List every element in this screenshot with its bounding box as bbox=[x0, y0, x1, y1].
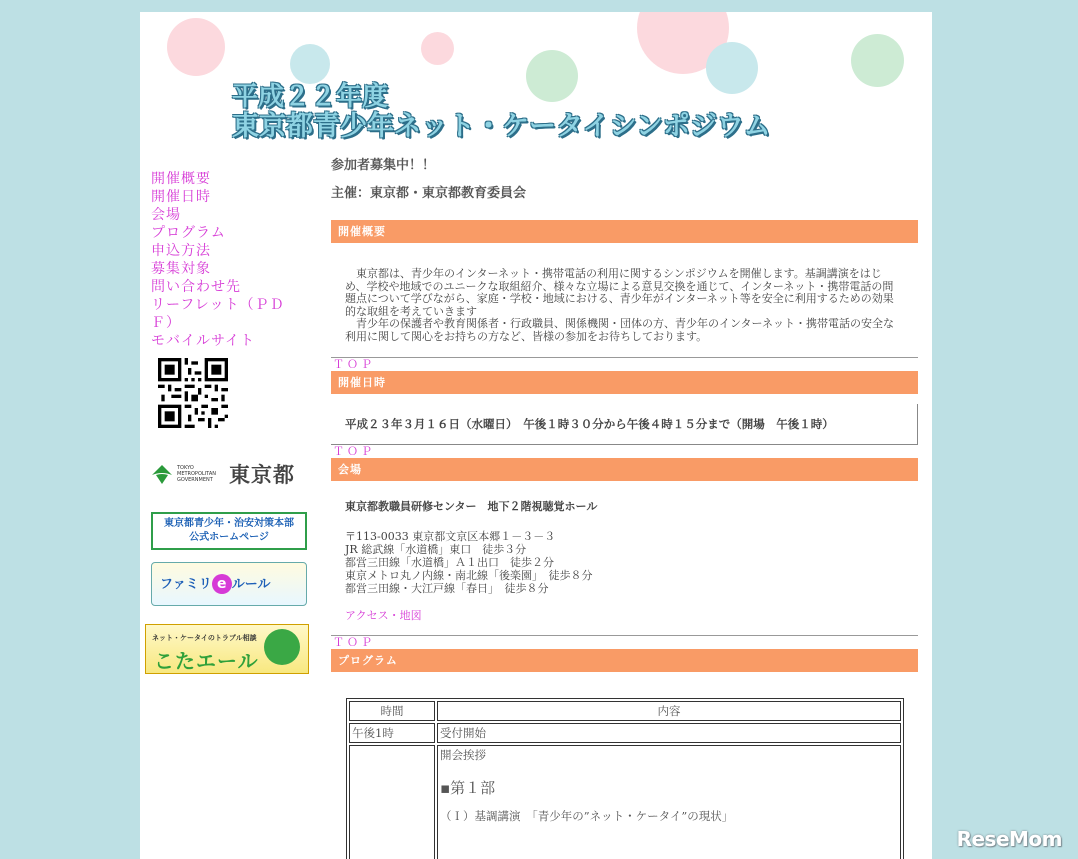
tokyo-government-logo[interactable] bbox=[151, 462, 321, 486]
header-banner bbox=[140, 12, 932, 152]
nav-program[interactable]: プログラム bbox=[151, 225, 226, 241]
address-line: JR 総武線「水道橋」東口 徒歩３分 bbox=[345, 543, 527, 556]
deco-circle bbox=[290, 44, 330, 84]
nav-overview[interactable]: 開催概要 bbox=[151, 171, 211, 187]
sidebar bbox=[151, 170, 321, 674]
table-header-row bbox=[349, 701, 901, 721]
section-heading-venue: 会場 bbox=[331, 458, 918, 481]
deco-circle bbox=[851, 34, 904, 87]
nav-venue[interactable]: 会場 bbox=[151, 207, 181, 223]
deco-circle bbox=[421, 32, 454, 65]
opening-remarks: 開会挨拶 bbox=[440, 748, 486, 762]
address-line: 〒113-0033 東京都文京区本郷１－３－３ bbox=[345, 530, 556, 543]
keynote-lecture: （Ｉ）基調講演 「青少年の”ネット・ケータイ”の現状」 bbox=[440, 809, 734, 823]
deco-circle bbox=[167, 18, 225, 76]
page bbox=[140, 12, 932, 859]
nav-datetime[interactable]: 開催日時 bbox=[151, 189, 211, 205]
banner-youth-safety-line1: 東京都青少年・治安対策本部 bbox=[164, 518, 294, 529]
section-heading-datetime: 開催日時 bbox=[331, 371, 918, 394]
banner-family-rest: ルール bbox=[231, 577, 271, 592]
nav-leaflet-pdf[interactable]: リーフレット（ＰＤＦ） bbox=[151, 297, 285, 331]
col-header-time: 時間 bbox=[349, 701, 435, 721]
title-line2: 東京都青少年ネット・ケータイシンポジウム bbox=[232, 111, 771, 142]
event-date: 平成２３年３月１６日（水曜日） 午後１時３０分から午後４時１５分まで（開場 午後１時） bbox=[331, 404, 918, 445]
row-time: 午後1時 bbox=[349, 723, 435, 743]
table-row bbox=[349, 723, 901, 743]
overview-paragraph-2: 青少年の保護者や教育関係者・行政職員、関係機関・団体の方、青少年のインターネット・携帯電話の安全な利用に関して関心をお持ちの方など、皆様の参加をお待ちしております。 bbox=[345, 317, 895, 343]
overview-paragraph-1: 東京都は、青少年のインターネット・携帯電話の利用に関するシンポジウムを開催します。基調講演をはじめ、学校や地域でのユニークな取組紹介、様々な立場による意見交換を通じて、インターネット・携帯電話の問題点について学びながら、家庭・学校・地域における、青少年がインターネット等を安全に利用するための効果的な取組を考えていきます bbox=[345, 267, 894, 318]
address-line: 都営三田線「水道橋」Ａ１出口 徒歩２分 bbox=[345, 556, 554, 569]
banner-family-text: ファミリ bbox=[160, 577, 212, 592]
row-time bbox=[349, 745, 435, 859]
tokyo-emblem-icon bbox=[151, 463, 173, 485]
row-content bbox=[437, 745, 901, 859]
section-heading-program: プログラム bbox=[331, 649, 918, 672]
table-row bbox=[349, 745, 901, 859]
resemom-watermark: ReseMom bbox=[956, 827, 1062, 851]
nav-application[interactable]: 申込方法 bbox=[151, 243, 211, 259]
row-content: 受付開始 bbox=[437, 723, 901, 743]
venue-info bbox=[345, 500, 918, 623]
top-link[interactable]: ＴＯＰ bbox=[333, 445, 375, 458]
nav-mobile[interactable]: モバイルサイト bbox=[151, 333, 256, 349]
banner-kodatel-main: こたエール bbox=[154, 649, 259, 673]
venue-address bbox=[345, 530, 918, 595]
tokyo-logo-english: TOKYO METROPOLITAN GOVERNMENT bbox=[177, 465, 216, 483]
nav-target[interactable]: 募集対象 bbox=[151, 261, 211, 277]
section-heading-overview: 開催概要 bbox=[331, 220, 918, 243]
top-link[interactable]: ＴＯＰ bbox=[333, 636, 375, 649]
site-title bbox=[232, 82, 771, 142]
tokyo-logo-kanji: 東京都 bbox=[229, 463, 295, 487]
banner-youth-safety-hq[interactable] bbox=[151, 512, 307, 550]
banner-youth-safety-line2: 公式ホームページ bbox=[189, 532, 269, 543]
banner-family-e: e bbox=[212, 574, 232, 594]
program-table bbox=[346, 698, 904, 859]
col-header-content: 内容 bbox=[437, 701, 901, 721]
title-line1: 平成２２年度 bbox=[232, 82, 389, 112]
address-line: 都営三田線・大江戸線「春日」 徒歩８分 bbox=[345, 582, 549, 595]
overview-text bbox=[345, 268, 898, 343]
banner-kodatel[interactable] bbox=[145, 624, 309, 674]
recruit-notice: 参加者募集中！！ bbox=[331, 158, 436, 173]
main-content bbox=[331, 152, 918, 859]
address-line: 東京メトロ丸ノ内線・南北線「後楽園」 徒歩８分 bbox=[345, 569, 593, 582]
banner-family-e-rule[interactable] bbox=[151, 562, 307, 606]
access-map-link[interactable]: アクセス・地図 bbox=[345, 609, 422, 622]
banner-kodatel-sub: ネット・ケータイのトラブル相談 bbox=[152, 634, 257, 642]
top-link[interactable]: ＴＯＰ bbox=[333, 358, 375, 371]
nav-contact[interactable]: 問い合わせ先 bbox=[151, 279, 241, 295]
organizer: 主催：東京都・東京都教育委員会 bbox=[331, 186, 527, 201]
frog-mascot-icon bbox=[264, 629, 300, 665]
venue-name: 東京都教職員研修センター 地下２階視聴覚ホール bbox=[345, 500, 598, 513]
part-1-heading: ▪第１部 bbox=[440, 779, 496, 797]
qr-code-icon bbox=[158, 358, 228, 428]
